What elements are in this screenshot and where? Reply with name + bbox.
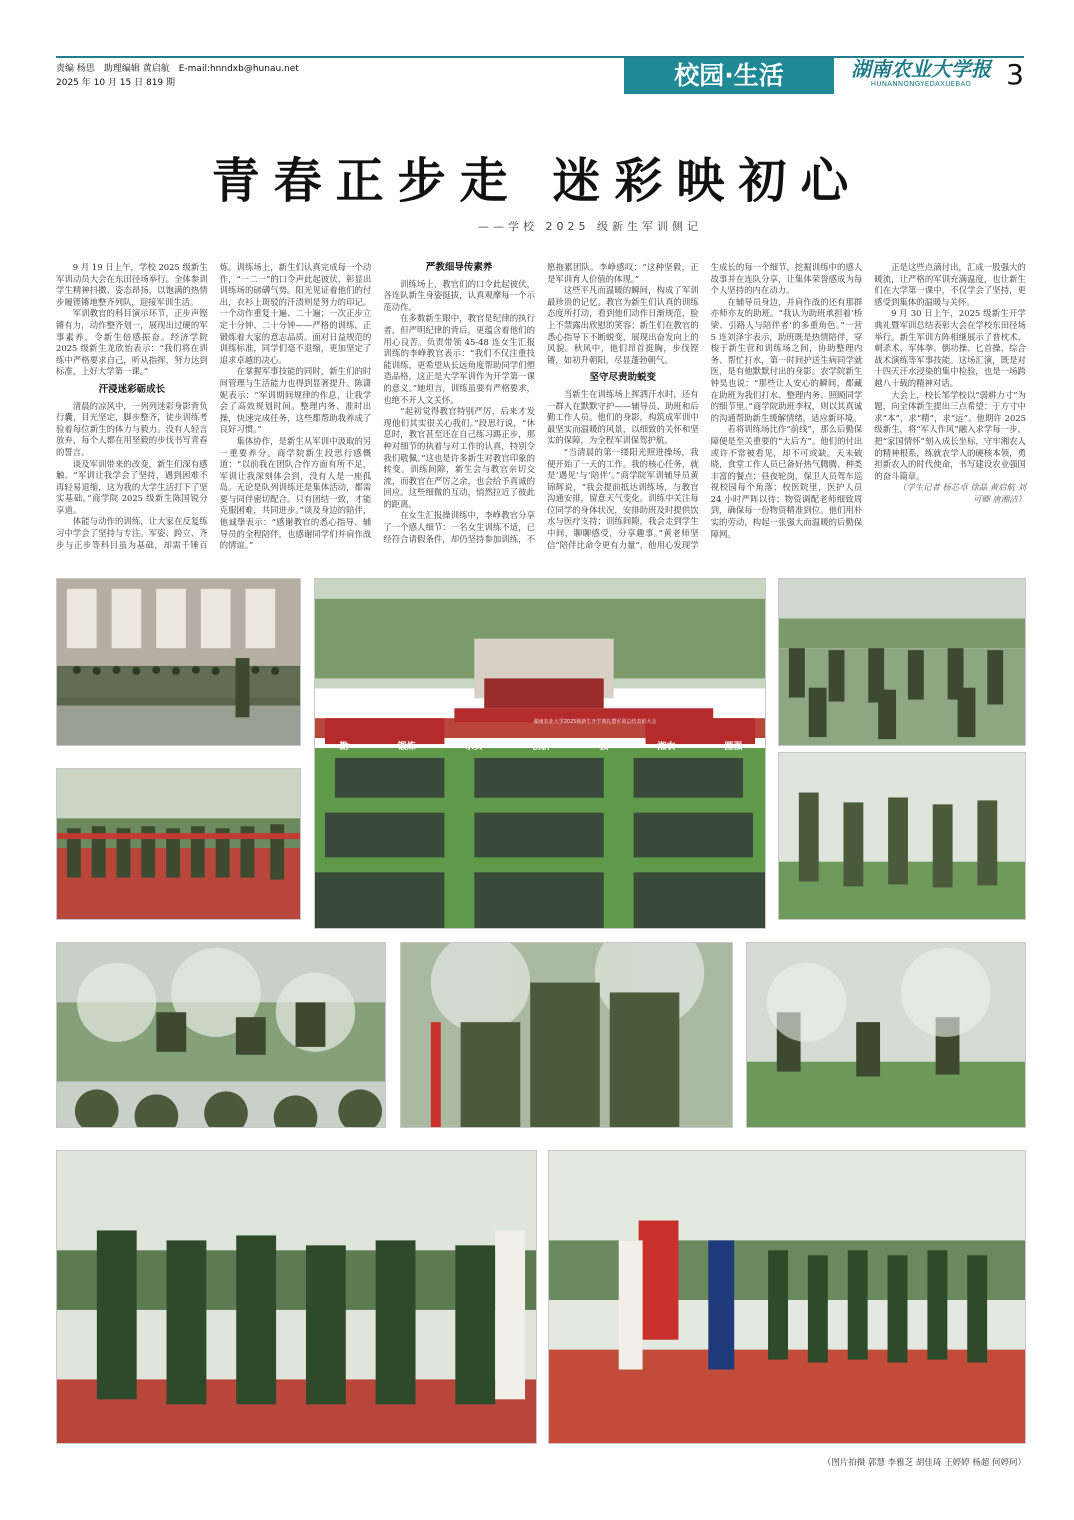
article-paragraph: “起初觉得教官特别严厉，后来才发现他们其实很关心我们。”段思行说，“休息时，教官甚至还在自己练习踢正步，那种对细节的执着与对工作的认真，特别令我们敬佩。”这也是许多新生对教官印象的转变。训练间隙，新生会与教官亲切交流，而教官在严厉之余，也会给予真诚的回应。这些细微的互动，悄然拉近了彼此的距离。 (383, 406, 535, 509)
section-heading: 汗浸迷彩砺成长 (98, 383, 166, 395)
photo-credit: （图片拍摄 郭慧 李雅芝 胡佳琦 王婷婷 杨超 何婷珂） (822, 1458, 1026, 1468)
section-label: 校园·生活 (624, 58, 834, 94)
photo-flag-parade (548, 1150, 1026, 1444)
paper-name-en: HUNANNONGYEDAXUEBAO (870, 80, 972, 88)
stage-slogans (315, 739, 766, 752)
photo-training-lineup-image (779, 753, 1025, 919)
slogan-text: 勤 (339, 742, 349, 752)
page-number: 3 (1006, 58, 1024, 91)
section-heading: 坚守尽责助蜕变 (589, 372, 657, 384)
article-byline: （学生记者 杨芯卓 徐晶 黄启航 刘可卿 唐湘洁） (898, 482, 1026, 504)
article-paragraph: 大会上，校长邹学校以“弱耕力寸”为题，向全体新生提出三点希望：于方寸中求“本”，求“精”，求“远”。他期许 2025 级新生，将“军人作风”融入求学每一步，把“家国情怀”刻入成长坐标，守牢湘农人的精神根系，练就农学人的硬核本领，勇担新农人的时代使命，书写建设农业强国的奋斗篇章。 (874, 389, 1026, 481)
photo-parade-ground-image (315, 579, 765, 928)
headline-subtitle: ——学校 2025 级新生军训侧记 (478, 220, 702, 233)
slogan-text: 强 (599, 742, 609, 752)
article-paragraph: 9 月 30 日上午，2025 级新生开学典礼暨军训总结表彰大会在学校东田径场举行。新生军训方阵相继展示了普枕术、刺杀术、军体拳、倒功操、匕首操、综合战术演练等军事技能。这场汇演，既是对十四天汗水浸染的集中检验，也是一场跨越八十载的精神对话。 (874, 308, 1026, 388)
slogan-text: 锻炼 (397, 742, 416, 752)
article-paragraph: 在女生汇报操训练中，李峥教官分享了一个感人细节：一名女生训练不适，已经符合请假条件，却仍坚持参加训练，不愿拖累团队。李峥感叹：“这种坚毅，正是军训育人价值的体现。” (383, 262, 699, 544)
stage-banner: 湖南农业大学2025级新生开学典礼暨军训总结表彰大会 (533, 719, 657, 725)
photo-marching-building (56, 578, 301, 746)
photo-honor-guard-march (56, 1150, 537, 1444)
slogan-text: 图强 (724, 742, 743, 752)
photo-training-lineup (778, 752, 1026, 920)
article-paragraph: 体能与动作的训练，让大家在反复练习中学会了坚持与专注。军姿、跨立、齐步与正步等科目虽为基础，却需千锤百炼。训练场上，新生们认真完成每一个动作，“一二一”的口令声此起彼伏，彰显出训练场的磅礴气势。阳光见证着他们的付出，衣衫上斑驳的汗渍则是努力的印记。一个动作重复十遍、二十遍；一次正步立定十分钟、二十分钟——严格的训练，正锻炼着大家的意志品质。面对日益规范的训练标准，同学们毫不退缩，更加坚定了追求卓越的决心。 (56, 262, 372, 550)
paper-name-cn: 湖南农业大学报 (851, 57, 991, 81)
article-paragraph: 集体协作，是新生从军训中汲取的另一重要养分。商学院新生段思行感慨道：“以前我在团队合作方面有所不足，军训让我深刻体会到，没有人是一座孤岛。无论是队列训练还是集体活动，都需要与同伴密切配合。只有团结一致，才能克服困难，共同进步。”谈及身边的陪伴，他诚挚表示：“感谢教官的悉心指导、辅导员的全程陪伴，也感谢同学们并肩作战的情谊。” (219, 435, 372, 551)
article-paragraph: 训练场上，教官们的口令此起彼伏，各连队新生身姿挺拔，认真观摩每一个示范动作。 (383, 278, 535, 312)
issue-date: 2025 年 10 月 15 日 819 期 (56, 78, 176, 88)
photo-honor-guard-march-image (57, 1151, 536, 1443)
photo-close-up-cadets (400, 942, 733, 1128)
photo-march-track (56, 768, 301, 920)
article-paragraph: 清晨的凉风中，一列列迷彩身影背负行囊，目光坚定，脚步整齐，徒步训练考验着每位新生的体力与毅力。没有人轻言放弃，每个人都在用坚毅的步伐书写青春的誓言。 (56, 400, 208, 457)
photo-rifle-drill (746, 942, 1026, 1128)
photo-close-up-cadets-image (401, 943, 732, 1127)
photo-flag-parade-image (549, 1151, 1025, 1443)
article-paragraph: 正是这些点滴付出，汇成一股强大的暖流，让严格的军训充满温度，也让新生们在大学第一课中，不仅学会了坚持，更感受到集体的温暖与关怀。 (874, 262, 1026, 307)
slogan-text: 湘农 (657, 742, 676, 752)
slogan-text: 求实 (464, 742, 483, 752)
article-paragraph: “当清晨的第一缕阳光照进操场，我便开始了一天的工作。我的核心任务，就是‘遇见’与‘陪伴’。”商学院军训辅导员黄锦辉说，“我会提前抵达训练场，与教官沟通安排，留意天气变化。训练中关注每位同学的身体状况，安排助班及时提供饮水与医疗支持；训练间隙，我会走到学生中间，聊聊感受，分享趣事。”黄老师坚信“陪伴比命令更有力量”，他用心发现学生成长的每一个细节，挖掘训练中的感人故事并在连队分享，让集体荣誉感成为每个人坚持的内在动力。 (546, 262, 863, 550)
article-paragraph: 这些平凡而温暖的瞬间，构成了军训最珍贵的记忆。教官为新生们认真的训练态度所打动，看到他们动作日渐规范，脸上不禁露出欣慰的笑容；新生们在教官的悉心指导下不断蜕变，展现出奋发向上的风貌。秋风中，他们昂首挺胸，步伐铿锵，如初升朝阳，尽显蓬勃朝气。 (546, 285, 699, 365)
article-paragraph: 谈及军训带来的改变，新生们深有感触。“军训让我学会了坚持，遇到困难不再轻易退缩，这为我的大学生活打下了坚实基础。”商学院 2025 级新生陈国锐分享道。 (56, 458, 208, 515)
article-paragraph: 军训教官的科目演示环节，正步声铿锵有力，动作整齐划一，展现出过硬的军事素养，令新生倍感振奋。经济学院 2025 级新生龙欣怡表示：“我们将在训练中严格要求自己，听从指挥，努力达到标准，上好大学第一课。” (56, 308, 208, 377)
article-paragraph: 在辅导员身边，并肩作战的还有那群亦师亦友的助班。“我认为助班承担着‘桥梁、引路人与陪伴者’的多重角色。”一营 5 连刘泽宇表示，助班既是热情陪伴，穿梭于新生营和训练场之间，协助整理内务、帮忙打水，第一时间护送生病同学就医，是有他默默付出的身影。农学院新生钟昊也说：“那些让人安心的瞬间，都藏在助班为我们打水、整理内务、照顾同学的细节里。”商学院助班李权，则以其真诚的沟通帮助新生缓解情绪，适应新环境。 (710, 296, 863, 423)
photo-smoke-drill-image (57, 943, 385, 1127)
photo-march-track-image (57, 769, 300, 919)
article-paragraph: 若将训练场比作“前线”，那么后勤保障便是至关重要的“大后方”。他们的付出或许不常被看见，却不可或缺。天未破晓，食堂工作人员已备好热气腾腾、种类丰富的餐点；昼夜轮岗，保卫人员驾车巡视校园每个角落；校医院里，医护人员 24 小时严阵以待；物资调配老师细致周到，确保每一份物资精准到位。他们用朴实的劳动，构起一张强大而温暖的后勤保障网。 (710, 424, 863, 539)
photo-drill-formation (778, 578, 1026, 746)
article-body (56, 262, 1026, 562)
masthead-info (56, 62, 299, 90)
photo-rifle-drill-image (747, 943, 1025, 1127)
slogan-text: 创新 (531, 742, 550, 752)
article-paragraph: 当新生在训练场上挥洒汗水时，还有一群人在默默守护——辅导员、助班和后勤工作人员。他们的身影，构筑成军训中最坚实而温暖的风景，以细致的关怀和坚实的保障，为全程军训保驾护航。 (546, 388, 699, 446)
headline-title: 青春正步走 迷彩映初心 (211, 153, 863, 209)
section-heading: 严教细导传素养 (425, 262, 493, 273)
masthead (56, 56, 1024, 98)
paper-logo (826, 58, 1016, 94)
photo-smoke-drill (56, 942, 386, 1128)
article-paragraph: 9 月 19 日上午，学校 2025 级新生军训动员大会在东田径场举行。全体参训学生精神抖擞、姿态昂扬，以饱满的热情步履铿锵地整齐列队，迎接军训生活。 (56, 262, 208, 307)
editor-line: 责编 杨思 助理编辑 黄启航 E-mail:hnndxb@hunau.net (56, 64, 299, 74)
photo-marching-building-image (57, 579, 300, 745)
photo-drill-formation-image (779, 579, 1025, 745)
photo-parade-ground (314, 578, 766, 929)
article-paragraph: 在掌握军事技能的同时，新生们的时间管理与生活能力也得到显著提升。陈潇妮表示：“军训期间规律的作息，让我学会了高效规划时间。整理内务、准时出操，快速完成任务，这些都帮助我养成了良好习惯。” (219, 366, 372, 435)
article-paragraph: 在多数新生眼中，教官是纪律的执行者，但严明纪律的背后，更蕴含着他们的用心良苦。负责带领 45-48 连女生汇报训练的李峥教官表示：“我们不仅注重技能训练，更希望从长远角度帮助同学们塑造品格，这正是大学军训作为开学第一课的意义。”她坦言，训练虽要有严格要求，也绝不开人文关怀。 (383, 313, 535, 405)
